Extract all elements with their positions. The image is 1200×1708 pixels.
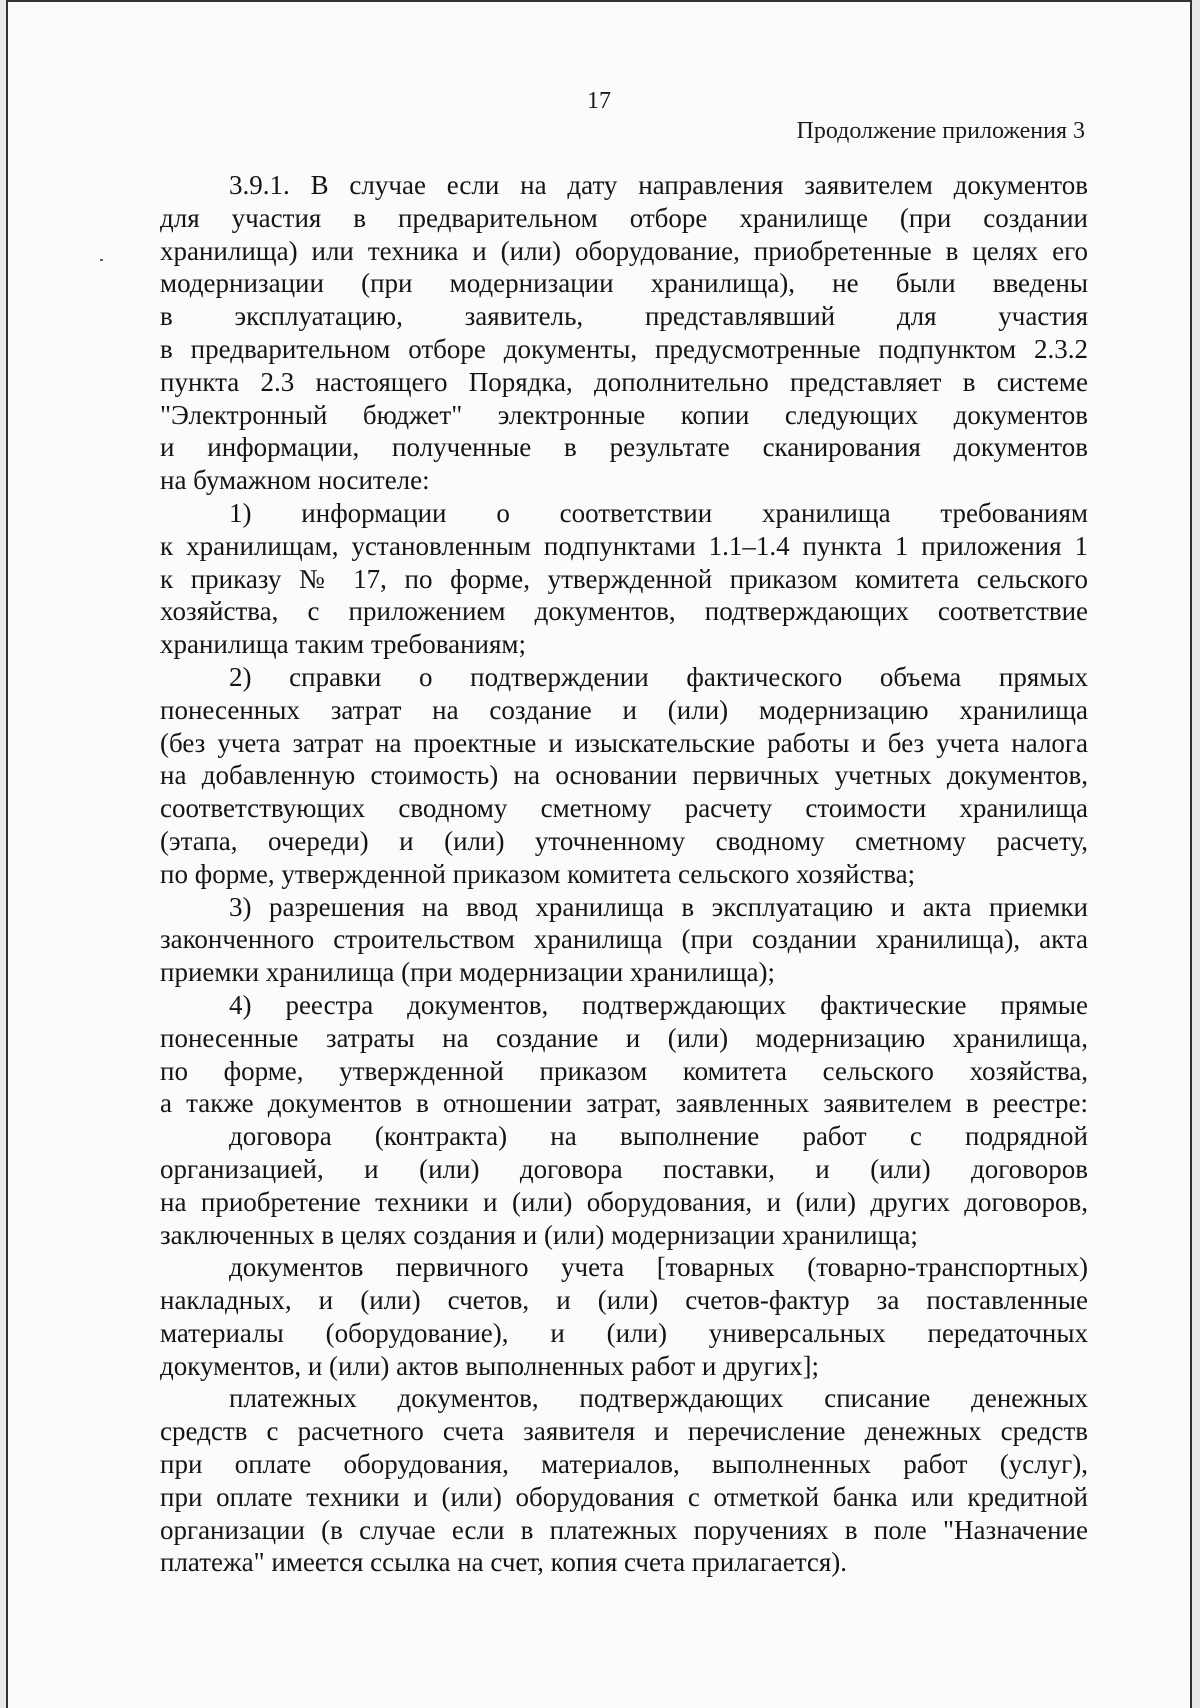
text-line: платежных документов, подтверждающих списание денежных bbox=[229, 1383, 1088, 1414]
text-line: на приобретение техники и (или) оборудования, и (или) других договоров, bbox=[160, 1186, 1088, 1217]
text-line: материалы (оборудование), и (или) универсальных передаточных bbox=[160, 1317, 1088, 1348]
text-line: в предварительном отборе документы, предусмотренные подпунктом 2.3.2 bbox=[160, 333, 1088, 364]
text-line: документов, и (или) актов выполненных работ и других]; bbox=[160, 1350, 820, 1381]
text-line: понесенные затраты на создание и (или) модернизацию хранилища, bbox=[160, 1022, 1088, 1053]
text-line: 2) справки о подтверждении фактического объема прямых bbox=[229, 661, 1088, 692]
text-line: 3.9.1. В случае если на дату направления заявителем документов bbox=[229, 170, 1088, 200]
text-line: на бумажном носителе: bbox=[160, 465, 430, 496]
text-line: к хранилищам, установленным подпунктами 1.1–1.4 пункта 1 приложения 1 bbox=[160, 530, 1088, 561]
text-line: заключенных в целях создания и (или) модернизации хранилища; bbox=[160, 1219, 918, 1250]
text-line: на добавленную стоимость) на основании первичных учетных документов, bbox=[160, 760, 1088, 791]
text-line: хранилища) или техника и (или) оборудование, приобретенные в целях его bbox=[160, 235, 1088, 266]
text-line: для участия в предварительном отборе хранилище (при создании bbox=[160, 202, 1088, 233]
text-line: в эксплуатацию, заявитель, представлявший для участия bbox=[160, 301, 1088, 332]
text-line: к приказу № 17, по форме, утвержденной приказом комитета сельского bbox=[160, 563, 1088, 594]
appendix-header: Продолжение приложения 3 bbox=[796, 118, 1085, 144]
page-number: 17 bbox=[587, 88, 611, 114]
document-body bbox=[160, 169, 1088, 1579]
text-line: "Электронный бюджет" электронные копии следующих документов bbox=[160, 399, 1088, 430]
text-line: договора (контракта) на выполнение работ с подрядной bbox=[229, 1121, 1088, 1152]
text-line: по форме, утвержденной приказом комитета сельского хозяйства; bbox=[160, 858, 916, 889]
text-line: и информации, полученные в результате сканирования документов bbox=[160, 432, 1088, 463]
text-line: пункта 2.3 настоящего Порядка, дополнительно представляет в системе bbox=[160, 366, 1088, 397]
text-line: хранилища таким требованиям; bbox=[160, 629, 526, 660]
text-line: при оплате техники и (или) оборудования с отметкой банка или кредитной bbox=[160, 1481, 1088, 1512]
text-line: накладных, и (или) счетов, и (или) счетов-фактур за поставленные bbox=[160, 1285, 1088, 1316]
text-line: (без учета затрат на проектные и изыскательские работы и без учета налога bbox=[160, 727, 1088, 758]
text-line: платежа" имеется ссылка на счет, копия счета прилагается). bbox=[160, 1547, 848, 1578]
text-line: понесенных затрат на создание и (или) модернизацию хранилища bbox=[160, 694, 1088, 725]
text-line: а также документов в отношении затрат, заявленных заявителем в реестре: bbox=[160, 1088, 1088, 1119]
text-line: хозяйства, с приложением документов, подтверждающих соответствие bbox=[160, 596, 1088, 627]
text-line: 4) реестра документов, подтверждающих фактические прямые bbox=[229, 989, 1088, 1020]
text-line: документов первичного учета [товарных (товарно-транспортных) bbox=[229, 1252, 1088, 1283]
text-line: средств с расчетного счета заявителя и перечисление денежных средств bbox=[160, 1416, 1088, 1447]
text-line: соответствующих сводному сметному расчету стоимости хранилища bbox=[160, 793, 1088, 824]
text-line: 1) информации о соответствии хранилища требованиям bbox=[229, 497, 1088, 528]
text-line: модернизации (при модернизации хранилища), не были введены bbox=[160, 268, 1088, 299]
text-line: 3) разрешения на ввод хранилища в эксплуатацию и акта приемки bbox=[229, 891, 1088, 922]
text-line: организацией, и (или) договора поставки, и (или) договоров bbox=[160, 1153, 1088, 1184]
scan-speck bbox=[100, 259, 103, 261]
text-line: по форме, утвержденной приказом комитета сельского хозяйства, bbox=[160, 1055, 1088, 1086]
text-line: приемки хранилища (при модернизации хранилища); bbox=[160, 957, 776, 988]
text-line: при оплате оборудования, материалов, выполненных работ (услуг), bbox=[160, 1449, 1088, 1480]
text-line: законченного строительством хранилища (при создании хранилища), акта bbox=[160, 924, 1088, 955]
document-page bbox=[6, 0, 1192, 1708]
text-line: организации (в случае если в платежных поручениях в поле "Назначение bbox=[160, 1514, 1088, 1545]
text-line: (этапа, очереди) и (или) уточненному сводному сметному расчету, bbox=[160, 825, 1088, 856]
